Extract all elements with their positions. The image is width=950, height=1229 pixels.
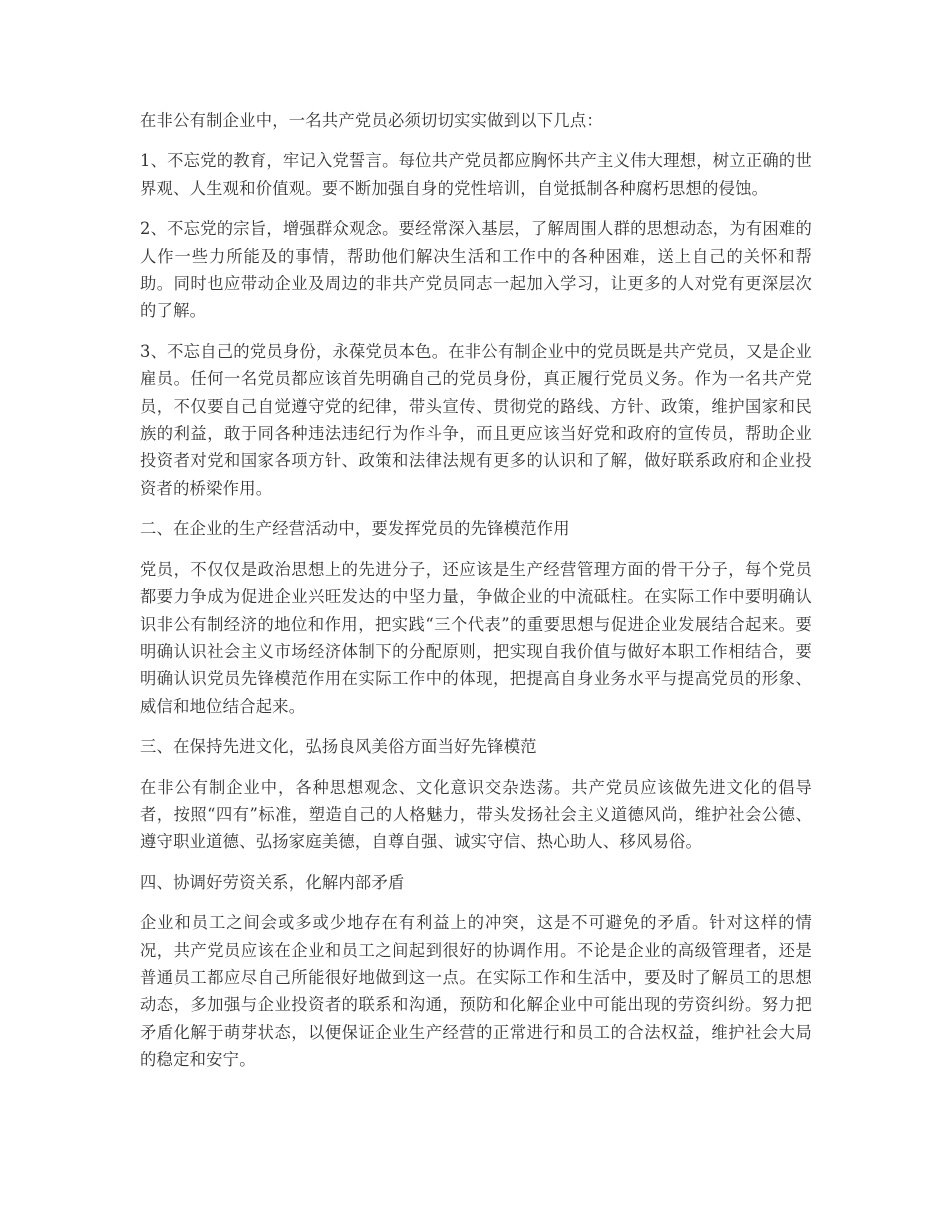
section-3-paragraph: 在非公有制企业中，各种思想观念、文化意识交杂迭荡。共产党员应该做先进文化的倡导者，按照“四有”标准，塑造自己的人格魅力，带头发扬社会主义道德风尚，维护社会公德、遵守职业道德、弘扬家庭美德，自尊自强、诚实守信、热心助人、移风易俗。 xyxy=(140,777,812,852)
section-4-heading: 四、协调好劳资关系，化解内部矛盾 xyxy=(140,872,405,892)
point-1-paragraph: 1、不忘党的教育，牢记入党誓言。每位共产党员都应胸怀共产主义伟大理想，树立正确的世界观、人生观和价值观。要不断加强自身的党性培训，自觉抵制各种腐朽思想的侵蚀。 xyxy=(140,151,812,198)
point-3-paragraph: 3、不忘自己的党员身份，永葆党员本色。在非公有制企业中的党员既是共产党员，又是企业雇员。任何一名党员都应该首先明确自己的党员身份，真正履行党员义务。作为一名共产党员，不仅要自己自觉遵守党的纪律，带头宣传、贯彻党的路线、方针、政策，维护国家和民族的利益，敢于同各种违法违纪行为作斗争，而且更应该当好党和政府的宣传员，帮助企业投资者对党和国家各项方针、政策和法律法规有更多的认识和了解，做好联系政府和企业投资者的桥梁作用。 xyxy=(140,341,812,498)
section-2-heading: 二、在企业的生产经营活动中，要发挥党员的先锋模范作用 xyxy=(140,519,570,539)
intro-paragraph: 在非公有制企业中，一名共产党员必须切切实实做到以下几点： xyxy=(140,111,603,130)
section-4-paragraph: 企业和员工之间会或多或少地存在有利益上的冲突，这是不可避免的矛盾。针对这样的情况，共产党员应该在企业和员工之间起到很好的协调作用。不论是企业的高级管理者，还是普通员工都应尽自己所能很好地做到这一点。在实际工作和生活中，要及时了解员工的思想动态，多加强与企业投资者的联系和沟通，预防和化解企业中可能出现的劳资纠纷。努力把矛盾化解于萌芽状态，以便保证企业生产经营的正常进行和员工的合法权益，维护社会大局的稳定和安宁。 xyxy=(140,913,812,1070)
section-3-heading: 三、在保持先进文化，弘扬良风美俗方面当好先锋模范 xyxy=(140,737,537,757)
point-2-paragraph: 2、不忘党的宗旨，增强群众观念。要经常深入基层，了解周围人群的思想动态，为有困难的人作一些力所能及的事情，帮助他们解决生活和工作中的各种困难，送上自己的关怀和帮助。同时也应带动企业及周边的非共产党员同志一起加入学习，让更多的人对党有更深层次的了解。 xyxy=(140,219,812,321)
section-2-paragraph: 党员，不仅仅是政治思想上的先进分子，还应该是生产经营管理方面的骨干分子，每个党员都要力争成为促进企业兴旺发达的中坚力量，争做企业的中流砥柱。在实际工作中要明确认识非公有制经济的地位和作用，把实践“三个代表”的重要思想与促进企业发展结合起来。要明确认识社会主义市场经济体制下的分配原则，把实现自我价值与做好本职工作相结合，要明确认识党员先锋模范作用在实际工作中的体现，把提高自身业务水平与提高党员的形象、威信和地位结合起来。 xyxy=(140,559,812,716)
document-body xyxy=(140,107,812,1087)
